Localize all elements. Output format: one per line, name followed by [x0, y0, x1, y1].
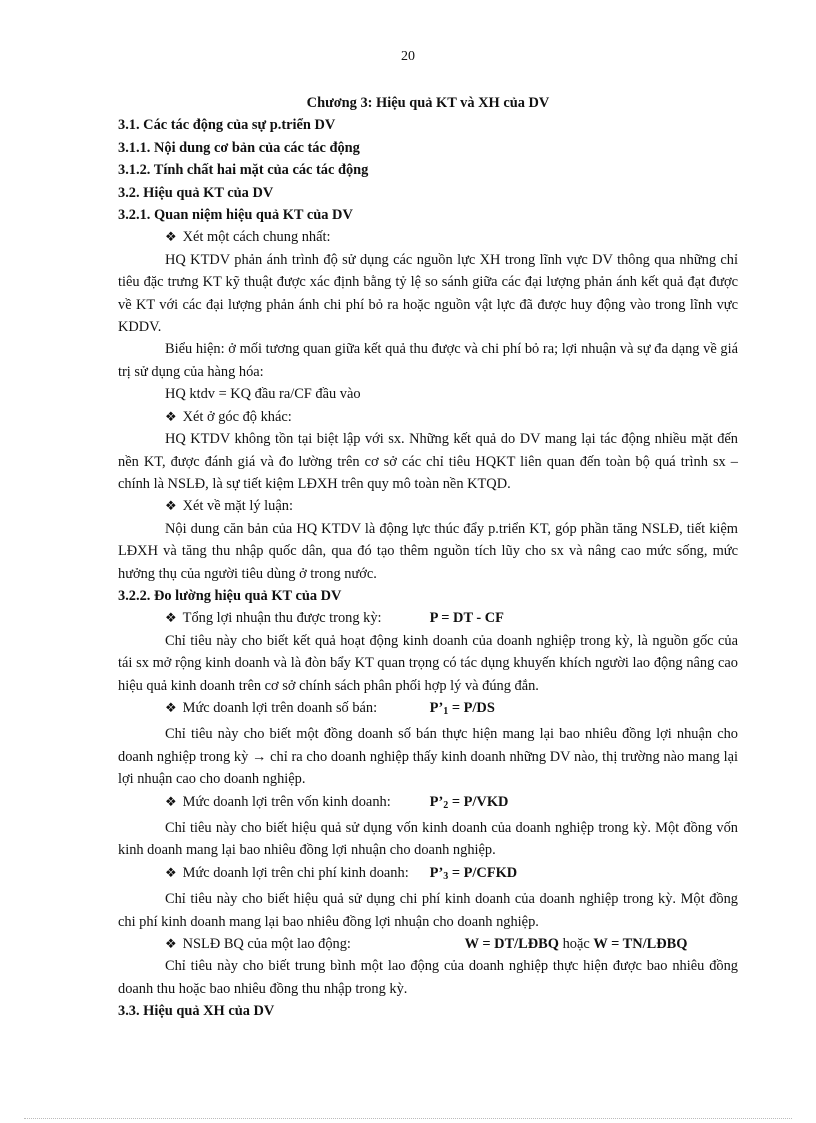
paragraph: Chỉ tiêu này cho biết kết quả hoạt động kinh doanh của doanh nghiệp trong kỳ, là nguồn gốc của tái sx mở rộng kinh doanh và là đòn bẩy KT quan trọng có tác dụng khuyến khích người lao động nâng cao hiệu quả kinh doanh trên cơ sở chính sách phân phối hợp lý và đúng đắn.	[118, 632, 738, 694]
paragraph: HQ KTDV phản ánh trình độ sử dụng các nguồn lực XH trong lĩnh vực DV thông qua những chỉ tiêu đặc trưng KT kỹ thuật được xác định bằng tỷ lệ so sánh giữa các đại lượng phản ánh kết quả đạt được về KT với các đại lượng phản ánh chi phí bỏ ra hoặc nguồn vật lực đã được huy động vào trong lĩnh vực KDDV.	[118, 251, 738, 336]
bullet-item	[118, 406, 738, 428]
heading-3-1-2: 3.1.2. Tính chất hai mặt của các tác động	[118, 162, 369, 179]
metric-item	[118, 791, 738, 817]
diamond-bullet-icon: ❖	[165, 793, 177, 809]
diamond-bullet-icon: ❖	[165, 498, 177, 514]
metric-formula: W = DT/LĐBQ	[464, 936, 559, 953]
paragraph: Chỉ tiêu này cho biết hiệu quả sử dụng chi phí kinh doanh của doanh nghiệp trong kỳ. Một đồng chi phí kinh doanh mang lại bao nhiêu đồng lợi nhuận cho doanh nghiệp.	[118, 891, 738, 930]
diamond-bullet-icon: ❖	[165, 408, 177, 424]
metric-label: Mức doanh lợi trên chi phí kinh doanh:	[182, 864, 409, 881]
metric-connector: hoặc	[558, 936, 594, 953]
bullet-item	[118, 495, 738, 517]
metric-item	[118, 862, 738, 888]
page-bottom-border	[24, 1118, 792, 1119]
page-number: 20	[401, 49, 415, 64]
diamond-bullet-icon: ❖	[165, 229, 177, 245]
metric-formula: $P’_2 = P/VKD$	[429, 793, 509, 811]
bullet-item	[118, 226, 738, 248]
paragraph: Chỉ tiêu này cho biết một đồng doanh số bán thực hiện mang lại bao nhiêu đồng lợi nhuận cho doanh nghiệp trong kỳ → chỉ ra cho doanh nghiệp thấy kinh doanh những DV nào, thị trường nào mang lại lợi nhuận cao cho doanh nghiệp.	[118, 726, 738, 788]
heading-3-2: 3.2. Hiệu quả KT của DV	[118, 184, 274, 201]
metric-item	[118, 607, 738, 629]
bullet-label: Xét một cách chung nhất:	[182, 229, 331, 246]
metric-formula: P = DT - CF	[429, 610, 504, 627]
metric-label: NSLĐ BQ của một lao động:	[182, 936, 351, 953]
diamond-bullet-icon: ❖	[165, 936, 177, 952]
diamond-bullet-icon: ❖	[165, 610, 177, 626]
bullet-label: Xét về mặt lý luận:	[182, 498, 293, 515]
metric-formula: $P’_3$ = P/CFKD	[429, 864, 518, 882]
paragraph: HQ KTDV không tồn tại biệt lập với sx. Những kết quả do DV mang lại tác động nhiều mặt đến nền KT, được đánh giá và đo lường trên cơ sở các chỉ tiêu HQKT liên quan đến toàn bộ quá trình sx – chính là NSLĐ, là sự tiết kiệm LĐXH trên quy mô toàn nền KTQD.	[118, 431, 738, 492]
bullet-label: Xét ở góc độ khác:	[182, 408, 292, 425]
formula-line: HQ ktdv = KQ đầu ra/CF đầu vào	[165, 386, 361, 403]
heading-3-3: 3.3. Hiệu quả XH của DV	[118, 1003, 275, 1020]
paragraph: Nội dung căn bản của HQ KTDV là động lực thúc đẩy p.triển KT, góp phần tăng NSLĐ, tiết kiệm LĐXH và tăng thu nhập quốc dân, qua đó tạo thêm nguồn tích lũy cho sx và nâng cao mức sống, mức hưởng thụ của người tiêu dùng ở trong nước.	[118, 520, 738, 582]
heading-3-1: 3.1. Các tác động của sự p.triển DV	[118, 117, 336, 134]
diamond-bullet-icon: ❖	[165, 864, 177, 880]
metric-item	[118, 697, 738, 723]
diamond-bullet-icon: ❖	[165, 699, 177, 715]
chapter-title: Chương 3: Hiệu quả KT và XH của DV	[306, 95, 550, 111]
paragraph: Chỉ tiêu này cho biết trung bình một lao động của doanh nghiệp thực hiện được bao nhiêu đồng doanh thu hoặc bao nhiêu đồng thu nhập trong kỳ.	[118, 958, 738, 997]
metric-label: Tổng lợi nhuận thu được trong kỳ:	[182, 610, 382, 627]
heading-3-1-1: 3.1.1. Nội dung cơ bản của các tác động	[118, 139, 360, 156]
metric-formula: $P’_1 = P/DS$	[429, 699, 495, 717]
metric-formula-alt: W = TN/LĐBQ	[593, 936, 688, 953]
heading-3-2-2: 3.2.2. Đo lường hiệu quả KT của DV	[118, 587, 342, 604]
metric-label: Mức doanh lợi trên doanh số bán:	[182, 699, 378, 716]
paragraph: Chỉ tiêu này cho biết hiệu quả sử dụng vốn kinh doanh của doanh nghiệp trong kỳ. Một đồng vốn kinh doanh mang lại bao nhiêu đồng lợi nhuận cho doanh nghiệp.	[118, 820, 738, 859]
paragraph: Biểu hiện: ở mối tương quan giữa kết quả thu được và chi phí bỏ ra; lợi nhuận và sự đa dạng về giá trị sử dụng của hàng hóa:	[118, 341, 738, 380]
metric-label: Mức doanh lợi trên vốn kinh doanh:	[182, 793, 391, 810]
heading-3-2-1: 3.2.1. Quan niệm hiệu quả KT của DV	[118, 207, 353, 224]
page-content	[118, 92, 738, 1023]
metric-item	[118, 933, 738, 955]
